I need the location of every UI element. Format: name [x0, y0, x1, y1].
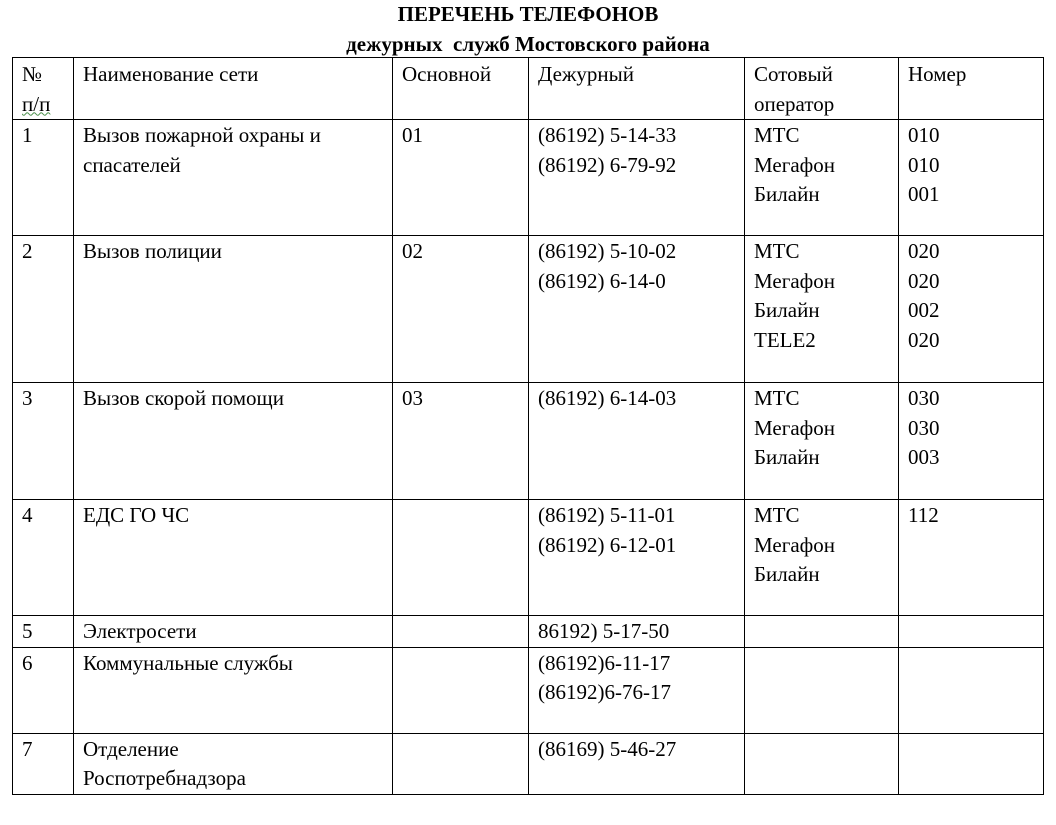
header-operator: Сотовый оператор — [745, 58, 899, 120]
row-main-number: 02 — [393, 236, 529, 383]
row-number: 1 — [13, 120, 74, 236]
row-main-number: 01 — [393, 120, 529, 236]
row-short-numbers — [899, 733, 1044, 794]
row-number: 2 — [13, 236, 74, 383]
table-row — [13, 236, 1044, 383]
row-number: 5 — [13, 616, 74, 648]
row-operators: МТС Мегафон Билайн — [745, 383, 899, 500]
row-network-name: Вызов пожарной охраны и спасателей — [74, 120, 393, 236]
table-row — [13, 383, 1044, 500]
row-number: 4 — [13, 500, 74, 616]
row-short-numbers: 010 010 001 — [899, 120, 1044, 236]
row-operators — [745, 616, 899, 648]
row-network-name: Отделение Роспотребнадзора — [74, 733, 393, 794]
row-duty-phones: 86192) 5-17-50 — [529, 616, 745, 648]
row-network-name: Коммунальные службы — [74, 647, 393, 733]
row-number: 3 — [13, 383, 74, 500]
row-duty-phones: (86192) 6-14-03 — [529, 383, 745, 500]
row-number: 6 — [13, 647, 74, 733]
row-network-name: Электросети — [74, 616, 393, 648]
row-duty-phones: (86169) 5-46-27 — [529, 733, 745, 794]
row-operators — [745, 733, 899, 794]
header-number — [13, 58, 74, 120]
row-main-number — [393, 647, 529, 733]
header-number-sign: № — [22, 62, 43, 86]
row-operators: МТС Мегафон Билайн — [745, 500, 899, 616]
row-main-number: 03 — [393, 383, 529, 500]
row-duty-phones: (86192) 5-11-01 (86192) 6-12-01 — [529, 500, 745, 616]
table-row — [13, 647, 1044, 733]
row-operators: МТС Мегафон Билайн TELE2 — [745, 236, 899, 383]
table-row — [13, 733, 1044, 794]
document-subtitle: дежурных служб Мостовского района — [346, 32, 710, 56]
row-duty-phones: (86192) 5-10-02 (86192) 6-14-0 — [529, 236, 745, 383]
row-short-numbers — [899, 647, 1044, 733]
row-main-number — [393, 733, 529, 794]
row-operators: МТС Мегафон Билайн — [745, 120, 899, 236]
row-duty-phones: (86192) 5-14-33 (86192) 6-79-92 — [529, 120, 745, 236]
row-short-numbers: 030 030 003 — [899, 383, 1044, 500]
table-row — [13, 616, 1044, 648]
row-main-number — [393, 616, 529, 648]
header-network-name: Наименование сети — [74, 58, 393, 120]
row-duty-phones: (86192)6-11-17 (86192)6-76-17 — [529, 647, 745, 733]
header-number-abbr: п/п — [22, 91, 51, 116]
table-header-row — [13, 58, 1044, 120]
row-short-numbers — [899, 616, 1044, 648]
row-network-name: ЕДС ГО ЧС — [74, 500, 393, 616]
row-network-name: Вызов полиции — [74, 236, 393, 383]
row-main-number — [393, 500, 529, 616]
phone-directory-table — [12, 57, 1044, 795]
header-short-number: Номер — [899, 58, 1044, 120]
header-main: Основной — [393, 58, 529, 120]
table-row — [13, 120, 1044, 236]
row-short-numbers: 020 020 002 020 — [899, 236, 1044, 383]
row-short-numbers: 112 — [899, 500, 1044, 616]
header-duty: Дежурный — [529, 58, 745, 120]
table-row — [13, 500, 1044, 616]
row-operators — [745, 647, 899, 733]
row-network-name: Вызов скорой помощи — [74, 383, 393, 500]
row-number: 7 — [13, 733, 74, 794]
document-title: ПЕРЕЧЕНЬ ТЕЛЕФОНОВ — [397, 2, 659, 26]
